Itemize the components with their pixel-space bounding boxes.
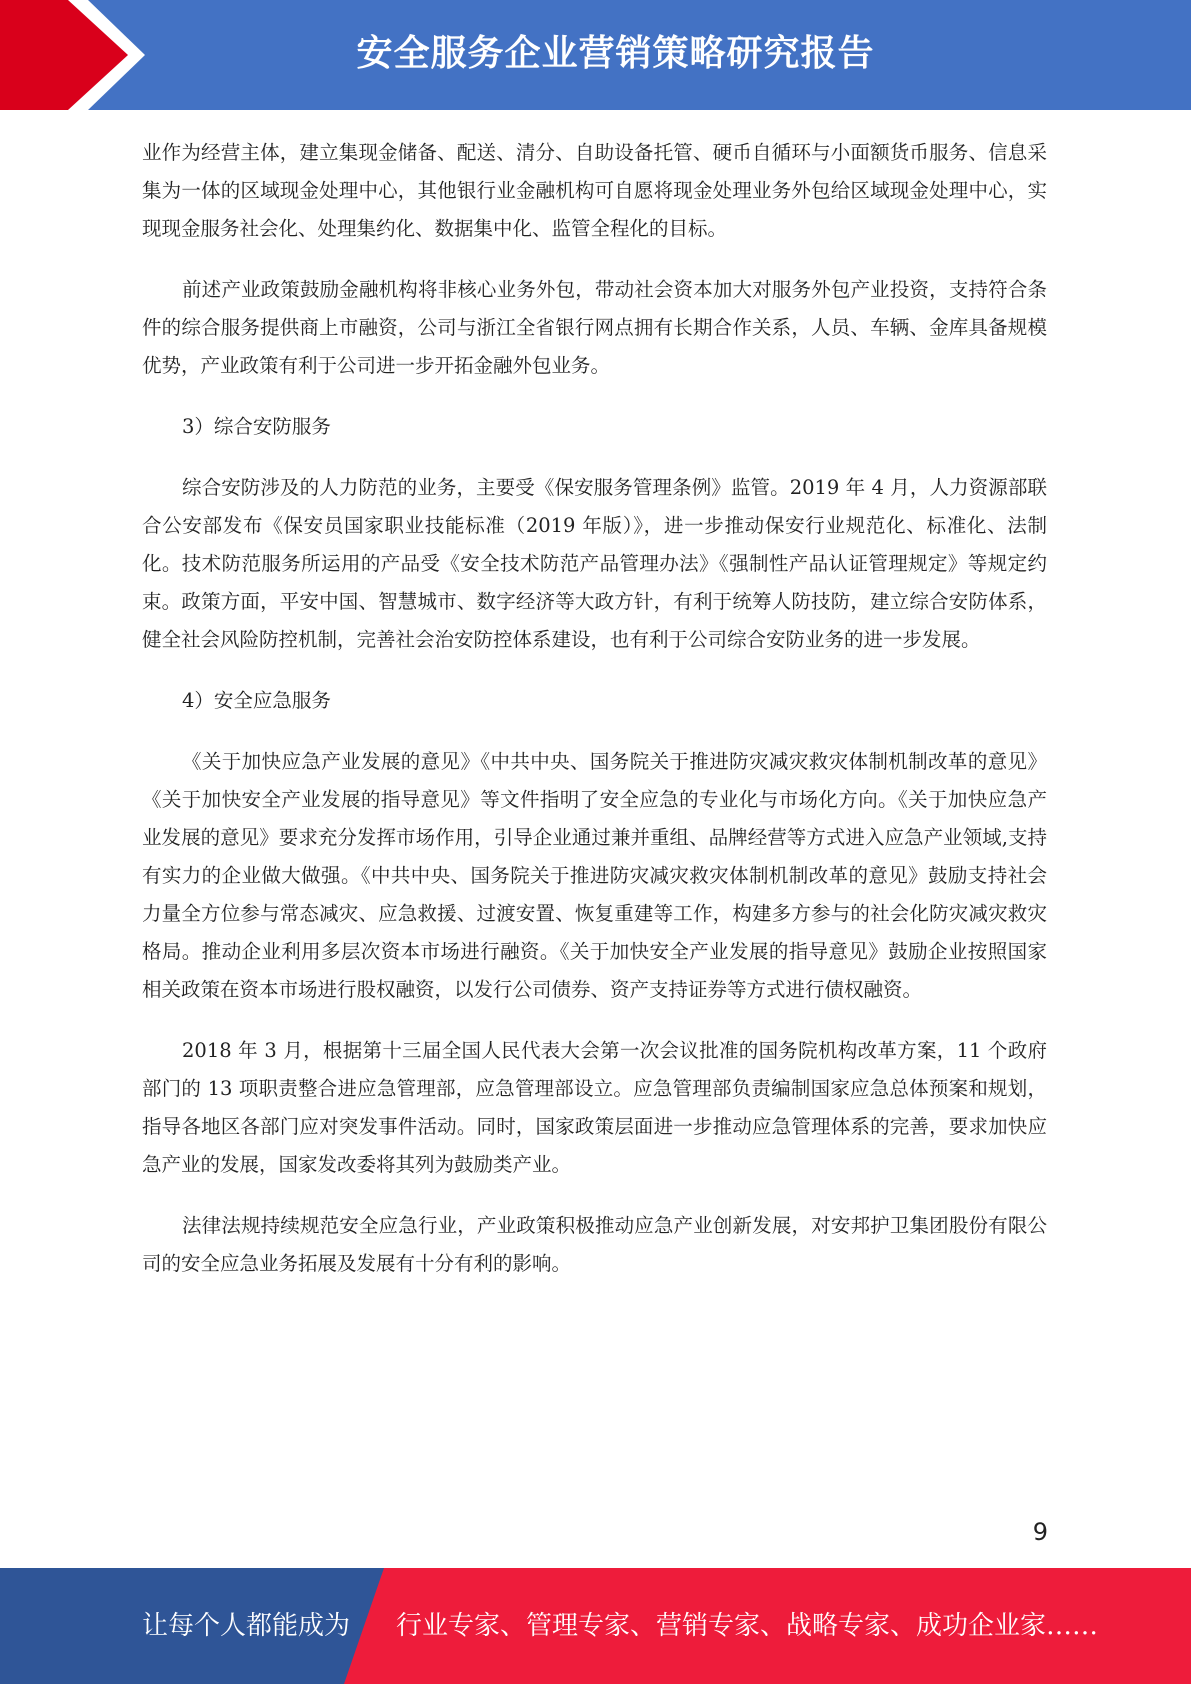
paragraph-conclusion: 法律法规持续规范安全应急行业，产业政策积极推动应急产业创新发展，对安邦护卫集团股份有限公司的安全应急业务拓展及发展有十分有利的影响。 <box>142 1214 1047 1275</box>
page-number: 9 <box>1032 1518 1048 1546</box>
report-title: 安全服务企业营销策略研究报告 <box>356 33 875 74</box>
paragraph-emergency-policies: 《关于加快应急产业发展的意见》《中共中央、国务院关于推进防灾减灾救灾体制机制改革的意见》《关于加快安全产业发展的指导意见》等文件指明了安全应急的专业化与市场化方向。《关于加快应急产业发展的意见》要求充分发挥市场作用，引导企业通过兼并重组、品牌经营等方式进入应急产业领域,支持有实力的企业做大做强。《中共中央、国务院关于推进防灾减灾救灾体制机制改革的意见》鼓励支持社会力量全方位参与常态减灾、应急救援、过渡安置、恢复重建等工作，构建多方参与的社会化防灾减灾救灾格局。推动企业利用多层次资本市场进行融资。《关于加快安全产业发展的指导意见》鼓励企业按照国家相关政策在资本市场进行股权融资，以发行公司债券、资产支持证券等方式进行债权融资。 <box>142 750 1047 1001</box>
footer-banner <box>0 1568 1191 1684</box>
paragraph-outsourcing-policy: 前述产业政策鼓励金融机构将非核心业务外包，带动社会资本加大对服务外包产业投资，支持符合条件的综合服务提供商上市融资，公司与浙江全省银行网点拥有长期合作关系，人员、车辆、金库具备规模优势，产业政策有利于公司进一步开拓金融外包业务。 <box>142 278 1047 377</box>
section-heading-security: 3）综合安防服务 <box>182 415 331 438</box>
footer-slogan-left: 让每个人都能成为 <box>142 1611 351 1641</box>
paragraph-cash-center: 业作为经营主体，建立集现金储备、配送、清分、自助设备托管、硬币自循环与小面额货币服务、信息采集为一体的区域现金处理中心，其他银行业金融机构可自愿将现金处理业务外包给区域现金处理中心，实现现金服务社会化、处理集约化、数据集中化、监管全程化的目标。 <box>142 141 1047 240</box>
footer-slogan-right: 行业专家、管理专家、营销专家、战略专家、成功企业家…… <box>396 1611 1099 1641</box>
paragraph-emergency-ministry: 2018 年 3 月，根据第十三届全国人民代表大会第一次会议批准的国务院机构改革方案，11 个政府部门的 13 项职责整合进应急管理部，应急管理部设立。应急管理部负责编制国家应急总体预案和规划，指导各地区各部门应对突发事件活动。同时，国家政策层面进一步推动应急管理体系的完善，要求加快应急产业的发展，国家发改委将其列为鼓励类产业。 <box>142 1039 1047 1176</box>
paragraph-security-services: 综合安防涉及的人力防范的业务，主要受《保安服务管理条例》监管。2019 年 4 月，人力资源部联合公安部发布《保安员国家职业技能标准（2019 年版）》，进一步推动保安行业规范化、标准化、法制化。技术防范服务所运用的产品受《安全技术防范产品管理办法》《强制性产品认证管理规定》等规定约束。政策方面，平安中国、智慧城市、数字经济等大政方针，有利于统筹人防技防，建立综合安防体系，健全社会风险防控机制，完善社会治安防控体系建设，也有利于公司综合安防业务的进一步发展。 <box>142 476 1047 651</box>
document-body <box>142 134 1047 1306</box>
header-bar <box>0 0 1191 110</box>
section-heading-emergency: 4）安全应急服务 <box>182 689 331 712</box>
